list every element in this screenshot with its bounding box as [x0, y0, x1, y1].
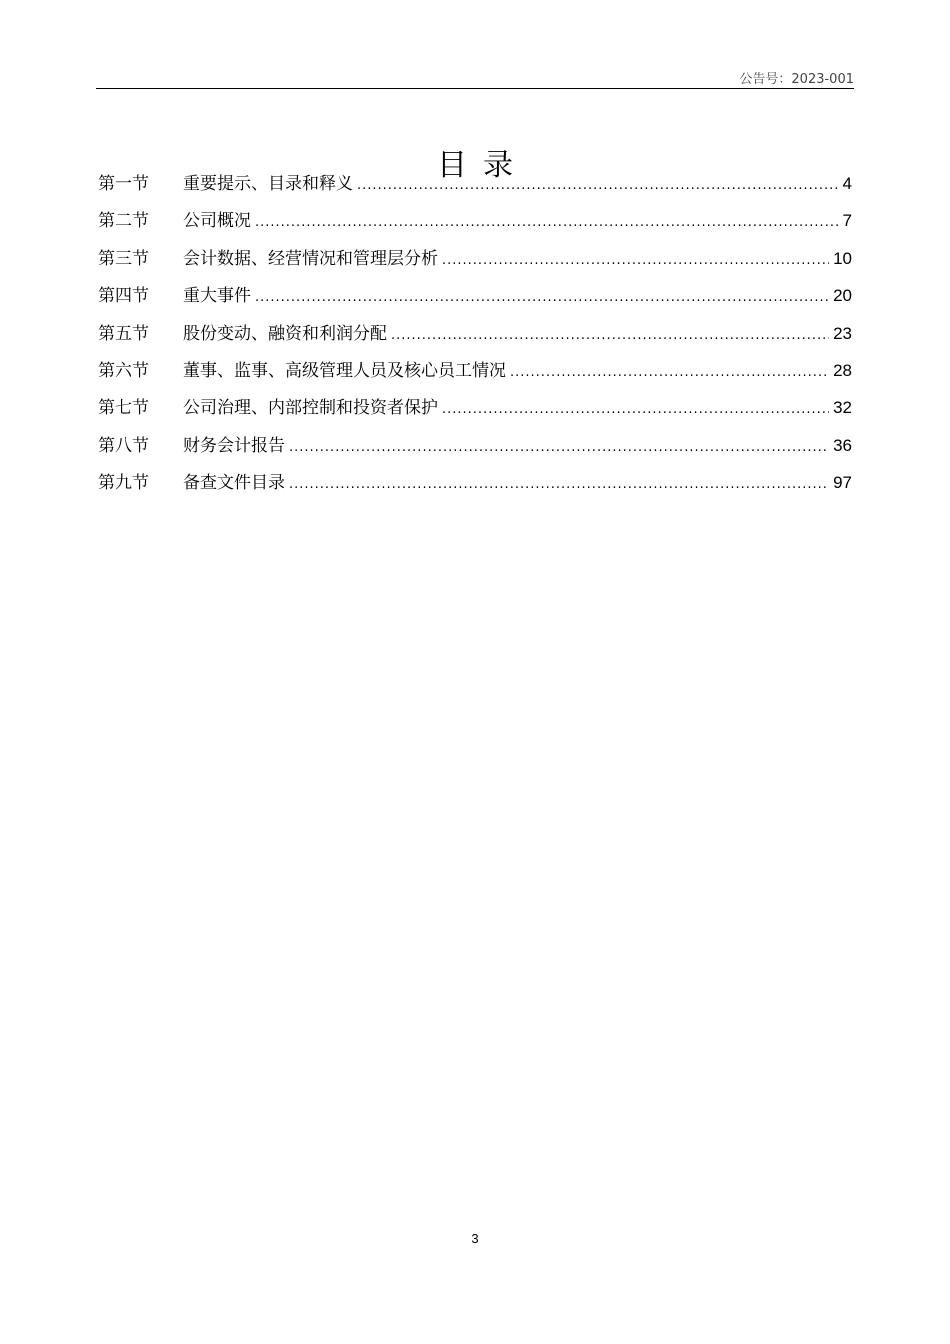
toc-page-number: 10: [833, 248, 852, 268]
announcement-number: 公告号：2023-001: [739, 72, 854, 87]
toc-section-label: 第八节: [98, 435, 149, 456]
toc-page-number: 28: [833, 360, 852, 380]
toc-page-number: 7: [842, 211, 852, 231]
toc-section-label: 第一节: [98, 174, 149, 194]
toc-leader-dots: [442, 245, 829, 277]
toc-chapter-title: 重要提示、目录和释义: [183, 174, 353, 194]
toc-page-number: 36: [833, 435, 852, 455]
toc-chapter-title: 董事、监事、高级管理人员及核心员工情况: [183, 360, 506, 381]
toc-chapter-title: 公司概况: [183, 211, 251, 232]
toc-page-number: 20: [833, 286, 852, 306]
toc-item-5[interactable]: [98, 318, 852, 355]
toc-leader-dots: [357, 170, 839, 202]
toc-list: [98, 168, 852, 505]
toc-chapter-title: 股份变动、融资和利润分配: [183, 323, 387, 344]
toc-chapter-title: 会计数据、经营情况和管理层分析: [183, 248, 438, 269]
toc-page-number: 23: [833, 323, 852, 343]
toc-chapter-title: 公司治理、内部控制和投资者保护: [183, 398, 438, 419]
toc-item-3[interactable]: [98, 243, 852, 280]
header-rule: [96, 88, 854, 89]
toc-leader-dots: [255, 207, 839, 239]
toc-section-label: 第二节: [98, 211, 149, 232]
toc-title: 目录: [437, 148, 529, 184]
toc-leader-dots: [442, 394, 829, 426]
toc-section-label: 第三节: [98, 248, 149, 269]
toc-page-number: 4: [842, 174, 852, 193]
toc-section-label: 第四节: [98, 286, 149, 307]
toc-chapter-title: 财务会计报告: [183, 435, 285, 456]
toc-chapter-title: 重大事件: [183, 286, 251, 307]
toc-page-number: 32: [833, 398, 852, 418]
toc-item-1[interactable]: [98, 168, 852, 205]
toc-item-6[interactable]: [98, 355, 852, 392]
toc-leader-dots: [289, 469, 829, 501]
toc-item-4[interactable]: [98, 280, 852, 317]
toc-section-label: 第五节: [98, 323, 149, 344]
toc-leader-dots: [391, 320, 829, 352]
toc-page-number: 97: [833, 473, 852, 493]
toc-item-2[interactable]: [98, 205, 852, 242]
toc-section-label: 第六节: [98, 360, 149, 381]
toc-section-label: 第七节: [98, 398, 149, 419]
toc-leader-dots: [255, 282, 829, 314]
footer-page-number: 3: [471, 1231, 479, 1246]
toc-item-8[interactable]: [98, 430, 852, 467]
toc-leader-dots: [510, 357, 829, 389]
toc-chapter-title: 备查文件目录: [183, 473, 285, 494]
toc-leader-dots: [289, 432, 829, 464]
toc-item-9[interactable]: [98, 467, 852, 504]
toc-item-7[interactable]: [98, 392, 852, 429]
toc-section-label: 第九节: [98, 473, 149, 494]
